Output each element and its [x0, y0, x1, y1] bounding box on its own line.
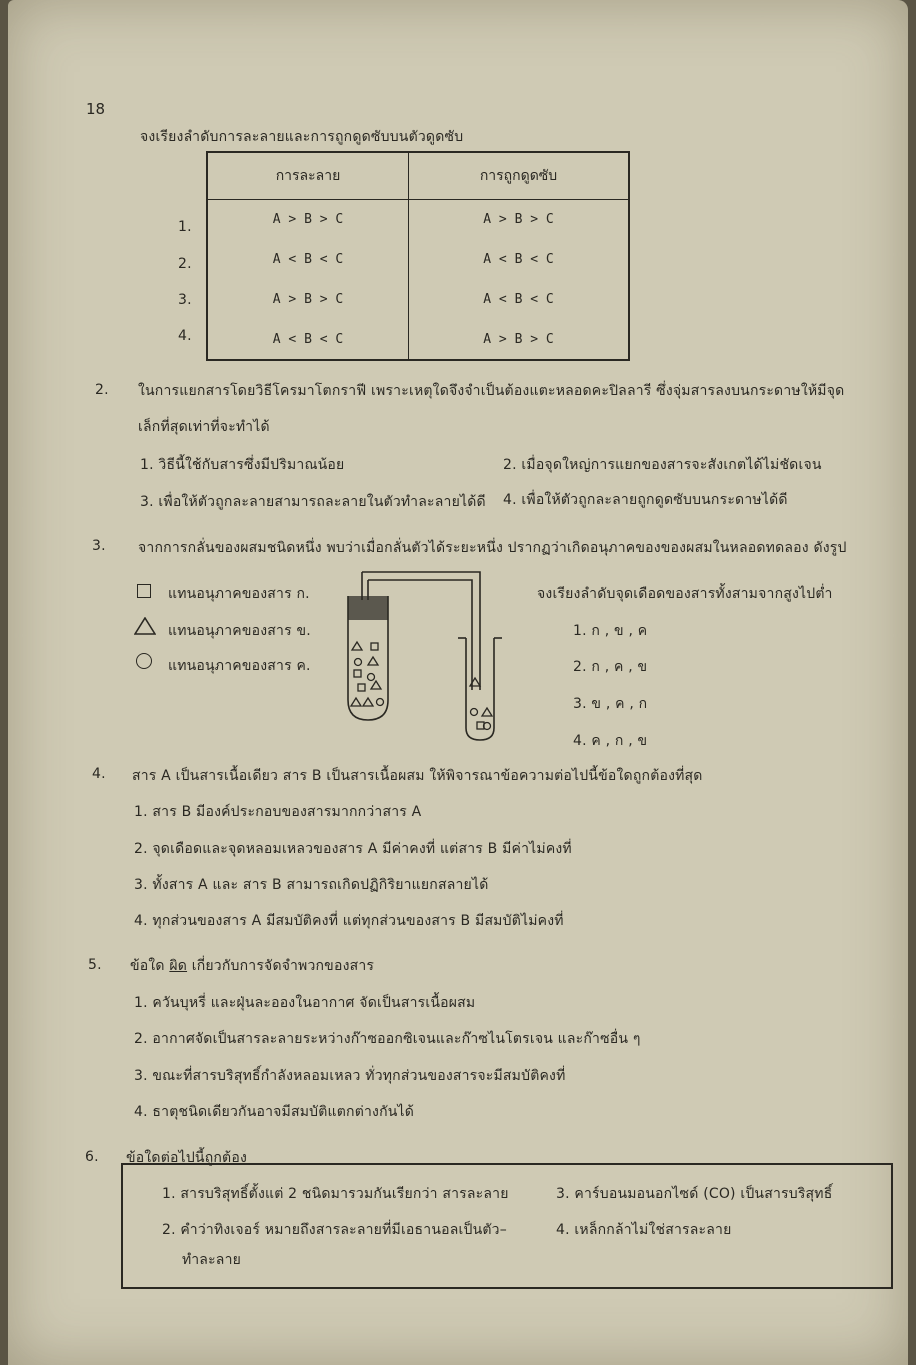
q4-choice-3: 3. ทั้งสาร A และ สาร B สามารถเกิดปฏิกิริยาแยกสลายได้ [134, 877, 489, 893]
table-row [207, 200, 629, 240]
table-cell: A > B > C [207, 200, 409, 240]
table-row [207, 279, 629, 319]
q6-number: 6. [85, 1149, 99, 1165]
q3-choice-3: 3. ข , ค , ก [573, 696, 648, 712]
q3-ask: จงเรียงลำดับจุดเดือดของสารทั้งสามจากสูงไปต่ำ [537, 586, 833, 602]
q2-choice-1: 1. วิธีนี้ใช้กับสารซึ่งมีปริมาณน้อย [140, 457, 345, 473]
table-cell: A < B < C [409, 240, 629, 280]
circle-symbol [136, 653, 152, 669]
q3-text: จากการกลั่นของผสมชนิดหนึ่ง พบว่าเมื่อกลั่นตัวได้ระยะหนึ่ง ปรากฏว่าเกิดอนุภาคของของผสมในหลอดทดลอง ดังรูป [138, 540, 847, 556]
q6-item-2-cont: ทำละลาย [182, 1252, 242, 1268]
q3-number: 3. [92, 538, 106, 554]
q3-choice-1: 1. ก , ข , ค [573, 623, 648, 639]
distillation-diagram [340, 560, 510, 750]
table-cell: A > B > C [409, 200, 629, 240]
q2-choice-2: 2. เมื่อจุดใหญ่การแยกของสารจะสังเกตได้ไม่ชัดเจน [503, 457, 822, 473]
q1-header-dissolve: การละลาย [207, 152, 409, 200]
q1-choice-number: 4. [178, 328, 192, 344]
q1-choice-number: 3. [178, 292, 192, 308]
table-cell: A < B < C [207, 319, 409, 360]
q5-text: ข้อใด ผิด เกี่ยวกับการจัดจำพวกของสาร [130, 958, 375, 974]
q6-item-4: 4. เหล็กกล้าไม่ใช่สารละลาย [556, 1222, 732, 1238]
q4-choice-1: 1. สาร B มีองค์ประกอบของสารมากกว่าสาร A [134, 804, 422, 820]
q3-choice-4: 4. ค , ก , ข [573, 733, 648, 749]
q2-choice-3: 3. เพื่อให้ตัวถูกละลายสามารถละลายในตัวทำละลายได้ดี [140, 494, 486, 510]
square-symbol [137, 584, 151, 598]
triangle-symbol [134, 617, 156, 639]
q4-number: 4. [92, 766, 106, 782]
q6-item-1: 1. สารบริสุทธิ์ตั้งแต่ 2 ชนิดมารวมกันเรียกว่า สารละลาย [162, 1186, 509, 1202]
q2-number: 2. [95, 382, 109, 398]
table-cell: A > B > C [409, 319, 629, 360]
q3-legend-a: แทนอนุภาคของสาร ก. [168, 586, 310, 602]
q4-text: สาร A เป็นสารเนื้อเดียว สาร B เป็นสารเนื้อผสม ให้พิจารณาข้อความต่อไปนี้ข้อใดถูกต้องที่สุด [132, 768, 703, 784]
q6-text: ข้อใดต่อไปนี้ถูกต้อง [126, 1150, 247, 1166]
q5-choice-1: 1. ควันบุหรี่ และฝุ่นละอองในอากาศ จัดเป็นสารเนื้อผสม [134, 995, 476, 1011]
q2-text-cont: เล็กที่สุดเท่าที่จะทำได้ [138, 419, 270, 435]
q4-choice-2: 2. จุดเดือดและจุดหลอมเหลวของสาร A มีค่าคงที่ แต่สาร B มีค่าไม่คงที่ [134, 841, 572, 857]
q5-choice-2: 2. อากาศจัดเป็นสารละลายระหว่างก๊าซออกซิเจนและก๊าซไนโตรเจน และก๊าซอื่น ๆ [134, 1031, 641, 1047]
q5-choice-3: 3. ขณะที่สารบริสุทธิ์กำลังหลอมเหลว ทั่วทุกส่วนของสารจะมีสมบัติคงที่ [134, 1068, 566, 1084]
page-number: 18 [86, 100, 106, 118]
q1-choice-number: 1. [178, 219, 192, 235]
q4-choice-4: 4. ทุกส่วนของสาร A มีสมบัติคงที่ แต่ทุกส่วนของสาร B มีสมบัติไม่คงที่ [134, 913, 564, 929]
q1-table [206, 151, 630, 361]
table-cell: A > B > C [207, 279, 409, 319]
table-cell: A < B < C [207, 240, 409, 280]
table-row [207, 240, 629, 280]
q5-number: 5. [88, 957, 102, 973]
q2-choice-4: 4. เพื่อให้ตัวถูกละลายถูกดูดซับบนกระดาษได้ดี [503, 492, 788, 508]
q5-choice-4: 4. ธาตุชนิดเดียวกันอาจมีสมบัติแตกต่างกันได้ [134, 1104, 415, 1120]
q3-legend-c: แทนอนุภาคของสาร ค. [168, 658, 311, 674]
q6-item-3: 3. คาร์บอนมอนอกไซด์ (CO) เป็นสารบริสุทธิ์ [556, 1186, 833, 1202]
q6-item-2: 2. คำว่าทิงเจอร์ หมายถึงสารละลายที่มีเอธานอลเป็นตัว– [162, 1222, 507, 1238]
q1-prompt: จงเรียงลำดับการละลายและการถูกดูดซับบนตัวดูดซับ [140, 129, 464, 145]
q2-text: ในการแยกสารโดยวิธีโครมาโตกราฟี เพราะเหตุใดจึงจำเป็นต้องแตะหลอดคะปิลลารี ซึ่งจุ่มสารลงบนกระดาษให้มีจุด [138, 383, 845, 399]
table-row [207, 319, 629, 360]
table-cell: A < B < C [409, 279, 629, 319]
q3-choice-2: 2. ก , ค , ข [573, 659, 648, 675]
q1-choice-number: 2. [178, 256, 192, 272]
q3-legend-b: แทนอนุภาคของสาร ข. [168, 623, 311, 639]
q1-header-adsorb: การถูกดูดซับ [409, 152, 629, 200]
